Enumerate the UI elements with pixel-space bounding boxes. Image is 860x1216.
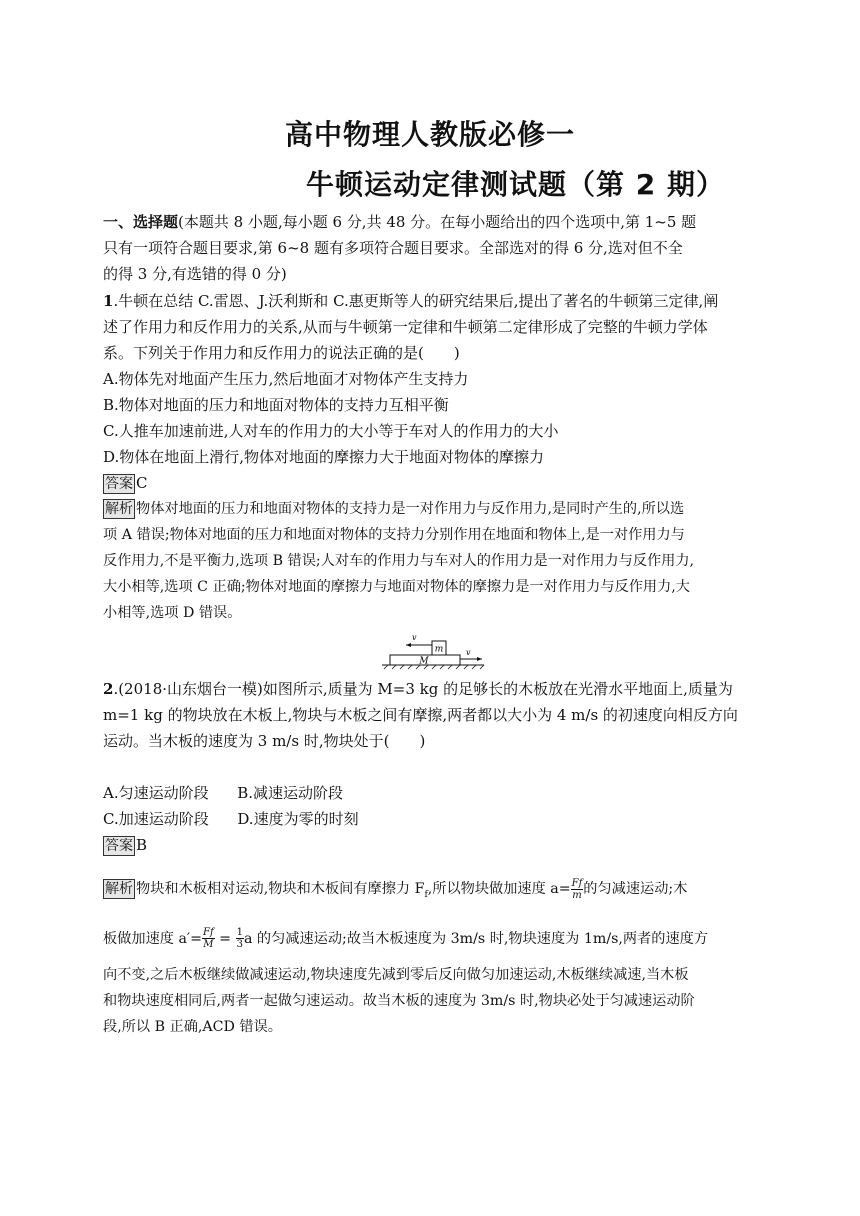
analysis-text: a 的匀减速运动;故当木板速度为 3m/s 时,物块速度为 1m/s,两者的速度方 [243,930,709,947]
analysis [103,872,763,1040]
answer-value: B [136,836,148,854]
analysis-line: 物体对地面的压力和地面对物体的支持力是一对作用力与反作用力,是同时产生的,所以选 [136,501,685,517]
fraction-numerator: Ff [571,877,583,889]
option-b: B.物体对地面的压力和地面对物体的支持力互相平衡 [103,396,449,414]
document-title: 高中物理人教版必修一 [284,118,575,151]
section-heading: 一、选择题 [103,213,179,231]
analysis-text: 的匀减速运动;木 [583,881,688,897]
answer-row [103,832,763,858]
fraction-numerator: 1 [236,927,243,939]
section-desc-line: 只有一项符合题目要求,第 6~8 题有多项符合题目要求。全部选对的得 6 分,选对但不全 [103,239,683,257]
analysis-line: 段,所以 B 正确,ACD 错误。 [103,1018,282,1035]
question-stem-line: 运动。当木板的速度为 3 m/s 时,物块处于( ) [103,732,426,750]
analysis-tag: 解析 [105,501,133,517]
question-stem-line: 系。下列关于作用力和反作用力的说法正确的是( ) [103,344,460,362]
block-velocity-arrowhead [406,643,411,647]
board-velocity-arrowhead [477,657,482,661]
option-d: D.物体在地面上滑行,物体对地面的摩擦力大于地面对物体的摩擦力 [103,448,545,466]
document-subtitle: 牛顿运动定律测试题（第 2 期） [306,168,725,201]
fraction-one-third [236,927,244,950]
spacer [103,754,763,780]
fraction-denominator: M [203,939,214,951]
analysis-line: 反作用力,不是平衡力,选项 B 错误;人对车的作用力与车对人的作用力是一对作用力与反作用力, [103,553,695,569]
question-1 [103,288,763,626]
analysis-subscript: f [424,889,428,900]
analysis-text: 板做加速度 a′= [103,930,203,947]
analysis-text: = [214,930,236,947]
question-2 [103,676,763,1040]
section-desc-line: 的得 3 分,有选错的得 0 分) [103,265,287,283]
answer-row [103,470,763,496]
fraction-numerator: Ff [203,927,214,939]
question-stem-line: 述了作用力和反作用力的关系,从而与牛顿第一定律和牛顿第二定律形成了完整的牛顿力学体 [103,318,708,336]
answer-value: C [136,474,148,492]
analysis-line: 大小相等,选项 C 正确;物体对地面的摩擦力与地面对物体的摩擦力是一对作用力与反作用力,大 [103,579,690,595]
block-board-figure [380,628,486,670]
analysis-text: 物块和木板相对运动,物块和木板间有摩擦力 F [136,881,425,897]
section-instructions [103,209,763,287]
question-stem-line: .牛顿在总结 C.雷恩、J.沃利斯和 C.惠更斯等人的研究结果后,提出了著名的牛顿第三定律,阐 [113,292,719,310]
analysis-line: 小相等,选项 D 错误。 [103,605,242,621]
fraction-ff-over-M [202,927,215,950]
analysis-line: 和物块速度相同后,两者一起做匀速运动。故当木板的速度为 3m/s 时,物块必处于匀减速运动阶 [103,992,695,1009]
question-number: 2 [103,680,114,698]
question-stem-line: m=1 kg 的物块放在木板上,物块与木板之间有摩擦,两者都以大小为 4 m/s 的初速度向相反方向 [103,706,738,724]
ground-hatching [384,665,484,669]
fraction-denominator: m [572,889,582,901]
fraction-ff-over-m [571,878,584,901]
board-velocity-label: v [466,648,471,657]
analysis-tag: 解析 [105,881,133,897]
block-label: m [434,644,444,655]
answer-tag: 答案 [105,476,133,492]
analysis-line: 向不变,之后木板继续做减速运动,物块速度先减到零后反向做匀加速运动,木板继续减速,当木板 [103,966,689,983]
answer-tag: 答案 [105,838,133,854]
question-number: 1 [103,292,114,310]
section-desc-line: (本题共 8 小题,每小题 6 分,共 48 分。在每小题给出的四个选项中,第 1~5 题 [178,213,697,231]
options-row: C.加速运动阶段 D.速度为零的时刻 [103,810,359,828]
option-c: C.人推车加速前进,人对车的作用力的大小等于车对人的作用力的大小 [103,422,559,440]
analysis-text: ,所以物块做加速度 a= [427,881,571,897]
fraction-denominator: 3 [236,939,243,951]
block-velocity-label: v [412,633,417,642]
analysis [103,496,763,626]
question-stem-line: .(2018·山东烟台一模)如图所示,质量为 M=3 kg 的足够长的木板放在光滑水平地面上,质量为 [113,680,733,698]
analysis-line: 项 A 错误;物体对地面的压力和地面对物体的支持力分别作用在地面和物体上,是一对作用力与 [103,527,685,543]
option-a: A.物体先对地面产生压力,然后地面才对物体产生支持力 [103,370,469,388]
board-label: M [419,656,429,667]
options-row: A.匀速运动阶段 B.减速运动阶段 [103,784,344,802]
